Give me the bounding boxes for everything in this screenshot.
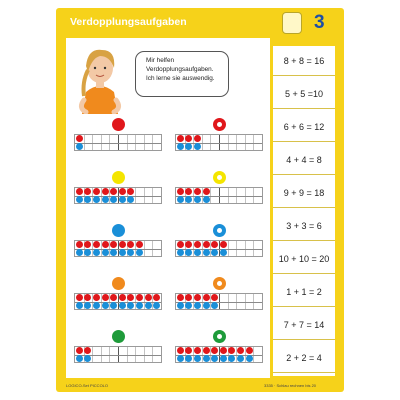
- footer-left: LOGICO-Set PICCOLO: [66, 383, 109, 388]
- bead-rack: [175, 293, 263, 310]
- color-marker: [213, 330, 226, 343]
- answer-item: 4 + 4 = 8: [273, 145, 335, 175]
- blue-bead: [177, 196, 184, 203]
- blue-bead: [194, 302, 201, 309]
- answer-item: 6 + 6 = 12: [273, 112, 335, 142]
- red-bead: [102, 241, 109, 248]
- red-bead: [194, 188, 201, 195]
- red-bead: [84, 188, 91, 195]
- blue-bead: [119, 196, 126, 203]
- color-marker: [213, 224, 226, 237]
- answer-item: 10 + 10 = 20: [273, 244, 335, 274]
- color-marker: [213, 118, 226, 131]
- bead-rack: [175, 187, 263, 204]
- red-bead: [185, 188, 192, 195]
- blue-bead: [102, 196, 109, 203]
- blue-bead: [110, 302, 117, 309]
- answer-column: [273, 46, 335, 376]
- red-bead: [177, 347, 184, 354]
- blue-bead: [102, 249, 109, 256]
- red-bead: [194, 294, 201, 301]
- red-bead: [220, 241, 227, 248]
- blue-bead: [211, 355, 218, 362]
- red-bead: [177, 188, 184, 195]
- speech-line-2: Verdopplungsaufgaben.: [146, 66, 214, 73]
- blue-bead: [185, 196, 192, 203]
- blue-bead: [136, 302, 143, 309]
- red-bead: [102, 294, 109, 301]
- red-bead: [93, 188, 100, 195]
- answer-item: 2 + 2 = 4: [273, 343, 335, 373]
- red-bead: [145, 294, 152, 301]
- blue-bead: [177, 355, 184, 362]
- red-bead: [84, 294, 91, 301]
- blue-bead: [194, 355, 201, 362]
- blue-bead: [177, 302, 184, 309]
- logo-icon: [282, 12, 302, 34]
- blue-bead: [76, 355, 83, 362]
- red-bead: [177, 135, 184, 142]
- red-bead: [211, 347, 218, 354]
- red-bead: [136, 241, 143, 248]
- red-bead: [84, 241, 91, 248]
- blue-bead: [76, 249, 83, 256]
- red-bead: [76, 347, 83, 354]
- answer-item: 9 + 9 = 18: [273, 178, 335, 208]
- red-bead: [185, 294, 192, 301]
- blue-bead: [153, 302, 160, 309]
- blue-bead: [93, 302, 100, 309]
- red-bead: [203, 241, 210, 248]
- bead-rack: [74, 293, 162, 310]
- speech-line-3: Ich lerne sie auswendig.: [146, 75, 215, 82]
- red-bead: [127, 294, 134, 301]
- blue-bead: [228, 355, 235, 362]
- blue-bead: [136, 249, 143, 256]
- blue-bead: [127, 196, 134, 203]
- blue-bead: [76, 302, 83, 309]
- bead-rack: [74, 187, 162, 204]
- red-bead: [110, 188, 117, 195]
- blue-bead: [185, 249, 192, 256]
- color-marker: [112, 118, 125, 131]
- blue-bead: [93, 196, 100, 203]
- blue-bead: [84, 302, 91, 309]
- color-marker: [213, 171, 226, 184]
- blue-bead: [220, 249, 227, 256]
- red-bead: [203, 347, 210, 354]
- red-bead: [185, 135, 192, 142]
- red-bead: [220, 347, 227, 354]
- bead-rack: [175, 134, 263, 151]
- red-bead: [194, 135, 201, 142]
- blue-bead: [185, 143, 192, 150]
- girl-illustration: [74, 42, 126, 114]
- red-bead: [127, 241, 134, 248]
- red-bead: [136, 294, 143, 301]
- red-bead: [84, 347, 91, 354]
- red-bead: [119, 188, 126, 195]
- page-number: 3: [314, 12, 325, 33]
- red-bead: [93, 241, 100, 248]
- blue-bead: [185, 302, 192, 309]
- red-bead: [203, 188, 210, 195]
- red-bead: [177, 294, 184, 301]
- blue-bead: [211, 249, 218, 256]
- blue-bead: [84, 196, 91, 203]
- bead-rack: [74, 240, 162, 257]
- red-bead: [76, 241, 83, 248]
- blue-bead: [127, 302, 134, 309]
- blue-bead: [145, 302, 152, 309]
- red-bead: [228, 347, 235, 354]
- answer-item: 3 + 3 = 6: [273, 211, 335, 241]
- red-bead: [153, 294, 160, 301]
- blue-bead: [110, 249, 117, 256]
- blue-bead: [203, 249, 210, 256]
- blue-bead: [194, 143, 201, 150]
- blue-bead: [203, 196, 210, 203]
- answer-item: 5 + 5 =10: [273, 79, 335, 109]
- blue-bead: [211, 302, 218, 309]
- red-bead: [194, 347, 201, 354]
- blue-bead: [203, 302, 210, 309]
- red-bead: [110, 241, 117, 248]
- red-bead: [211, 294, 218, 301]
- red-bead: [177, 241, 184, 248]
- blue-bead: [76, 143, 83, 150]
- blue-bead: [84, 249, 91, 256]
- blue-bead: [102, 302, 109, 309]
- bead-rack: [175, 346, 263, 363]
- blue-bead: [220, 355, 227, 362]
- blue-bead: [84, 355, 91, 362]
- red-bead: [127, 188, 134, 195]
- red-bead: [194, 241, 201, 248]
- blue-bead: [93, 249, 100, 256]
- bead-rack: [175, 240, 263, 257]
- bead-rack: [74, 346, 162, 363]
- red-bead: [76, 188, 83, 195]
- red-bead: [185, 241, 192, 248]
- blue-bead: [119, 302, 126, 309]
- blue-bead: [177, 143, 184, 150]
- red-bead: [119, 294, 126, 301]
- answer-item: 7 + 7 = 14: [273, 310, 335, 340]
- bead-rack: [74, 134, 162, 151]
- blue-bead: [246, 355, 253, 362]
- speech-line-1: Mir helfen: [146, 57, 175, 64]
- red-bead: [203, 294, 210, 301]
- red-bead: [211, 241, 218, 248]
- blue-bead: [237, 355, 244, 362]
- blue-bead: [110, 196, 117, 203]
- red-bead: [93, 294, 100, 301]
- color-marker: [112, 330, 125, 343]
- blue-bead: [76, 196, 83, 203]
- color-marker: [112, 171, 125, 184]
- blue-bead: [203, 355, 210, 362]
- red-bead: [185, 347, 192, 354]
- blue-bead: [119, 249, 126, 256]
- answer-item: 8 + 8 = 16: [273, 46, 335, 76]
- red-bead: [246, 347, 253, 354]
- blue-bead: [127, 249, 134, 256]
- red-bead: [76, 135, 83, 142]
- red-bead: [119, 241, 126, 248]
- red-bead: [110, 294, 117, 301]
- red-bead: [237, 347, 244, 354]
- page-title: Verdopplungsaufgaben: [70, 16, 187, 28]
- blue-bead: [177, 249, 184, 256]
- footer-right: 3335 · Schlau rechnen bis 20: [264, 383, 317, 388]
- blue-bead: [185, 355, 192, 362]
- red-bead: [102, 188, 109, 195]
- color-marker: [112, 224, 125, 237]
- color-marker: [112, 277, 125, 290]
- speech-bubble: [135, 51, 229, 97]
- blue-bead: [194, 196, 201, 203]
- color-marker: [213, 277, 226, 290]
- blue-bead: [194, 249, 201, 256]
- red-bead: [76, 294, 83, 301]
- answer-item: 1 + 1 = 2: [273, 277, 335, 307]
